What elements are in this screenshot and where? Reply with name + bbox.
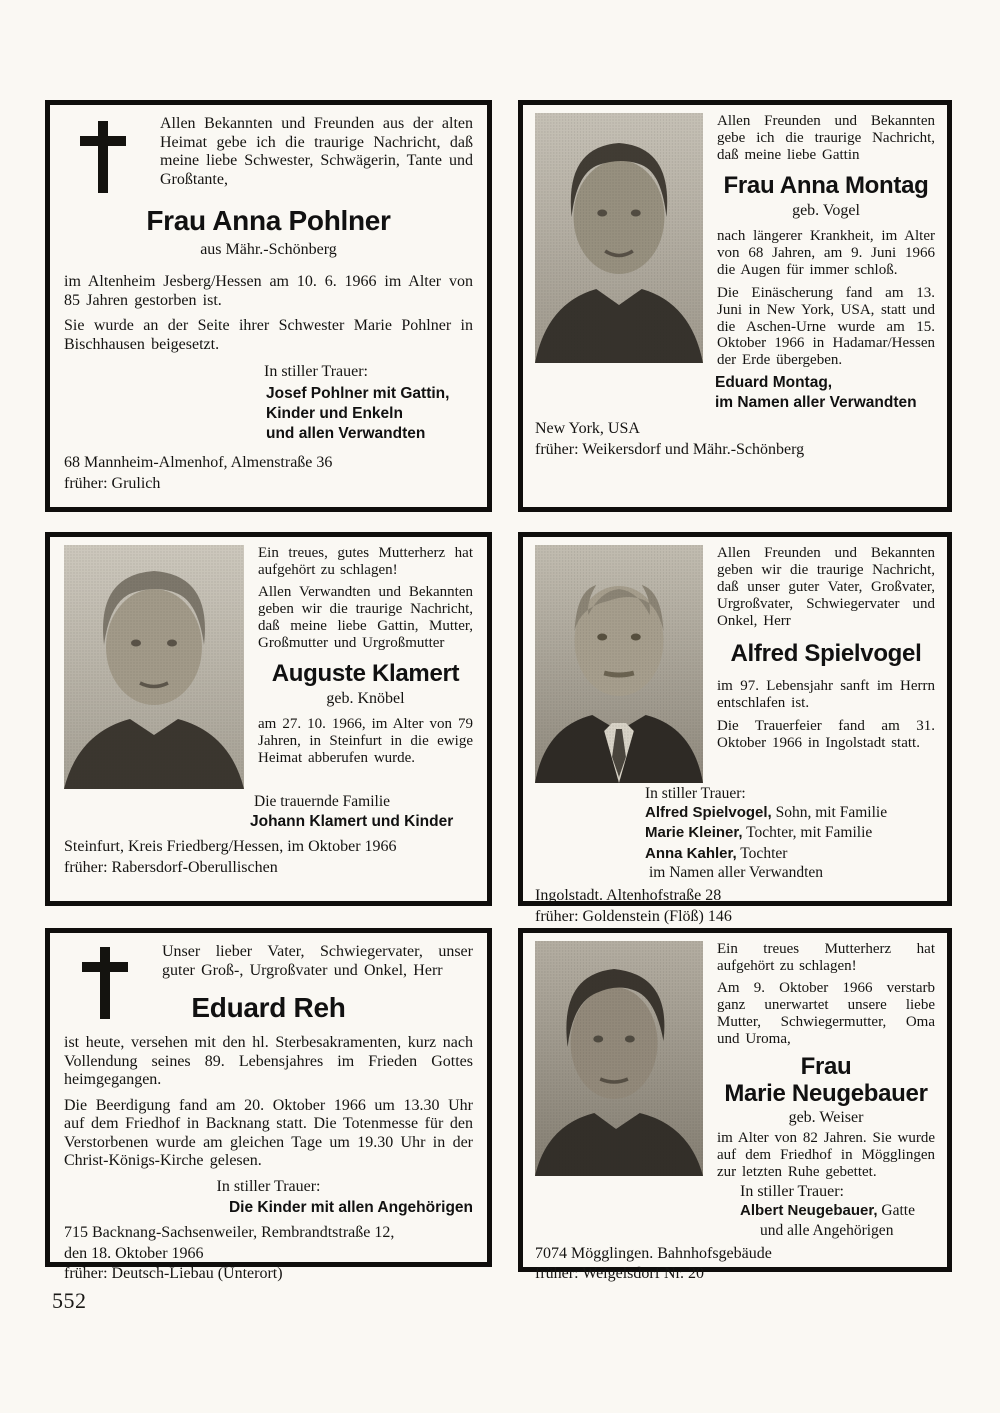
- obituary-alfred-spielvogel: [518, 532, 952, 926]
- cross-icon: [80, 121, 126, 193]
- signature-line: und allen Verwandten: [266, 425, 426, 443]
- signature-line: Die Kinder mit allen Angehörigen: [228, 1198, 473, 1216]
- signature-block: [715, 373, 935, 413]
- obituary-auguste-klamert: [45, 532, 492, 906]
- address-line: früher: Deutsch-Liebau (Unterort): [64, 1265, 283, 1283]
- signature-block: [64, 1198, 473, 1218]
- lead-text: Ein treues, gutes Mutterherz hat aufgehört zu schlagen!: [258, 545, 473, 578]
- mourning-label: In stiller Trauer:: [740, 1183, 844, 1201]
- address-line: früher: Rabersdorf-Oberullischen: [64, 858, 278, 876]
- origin-line: aus Mähr.-Schönberg: [200, 241, 337, 259]
- portrait-photo: [535, 545, 703, 783]
- death-notice-text: im 97. Lebensjahr sanft im Herrn entschlafen ist.: [717, 677, 935, 711]
- intro-text: Allen Freunden und Bekannten geben wir die traurige Nachricht, daß unser guter Vater, Großvater, Urgroßvater, Schwiegervater und Onkel, Herr: [717, 545, 935, 629]
- page-number: 552: [52, 1288, 87, 1313]
- death-notice-text: im Altenheim Jesberg/Hessen am 10. 6. 1966 im Alter von 85 Jahren gestorben ist.: [64, 273, 473, 309]
- burial-text: Sie wurde an der Seite ihrer Schwester Marie Pohlner in Bischhausen beigesetzt.: [64, 317, 473, 353]
- portrait-photo: [535, 113, 703, 363]
- signature-block: [740, 1183, 935, 1239]
- mourning-label: Die trauernde Familie: [254, 793, 391, 810]
- intro-text: Unser lieber Vater, Schwiegervater, unser guter Groß-, Urgroßvater und Onkel, Herr: [162, 943, 473, 979]
- funeral-text: Die Beerdigung fand am 20. Oktober 1966 um 13.30 Uhr auf dem Friedhof in Backnang statt. Die Totenmesse für den Verstorbenen wurde am gleichen Tage um 19.30 Uhr in der Christ-Königs-Kirche gelesen.: [64, 1096, 473, 1170]
- obituary-anna-pohlner: [45, 100, 492, 512]
- lead-text: Ein treues Mutterherz hat aufgehört zu schlagen!: [717, 941, 935, 974]
- name-line: Frau: [800, 1052, 852, 1080]
- address-line: den 18. Oktober 1966: [64, 1244, 204, 1262]
- address-line: 7074 Mögglingen. Bahnhofsgebäude: [535, 1244, 772, 1262]
- obituary-eduard-reh: [45, 928, 492, 1283]
- deceased-name: Auguste Klamert: [271, 659, 460, 687]
- address-line: 715 Backnang-Sachsenweiler, Rembrandtstraße 12,: [64, 1223, 395, 1241]
- death-notice-text: im Alter von 82 Jahren. Sie wurde auf dem Friedhof in Mögglingen zur letzten Ruhe gebettet.: [717, 1130, 935, 1181]
- obituary-anna-montag: [518, 100, 952, 512]
- signature-line: Eduard Montag,: [715, 374, 833, 392]
- intro-text: Allen Verwandten und Bekannten geben wir die traurige Nachricht, daß meine liebe Gattin, Mutter, Großmutter und Urgroßmutter: [258, 583, 473, 651]
- maiden-name: geb. Knöbel: [326, 689, 405, 707]
- intro-text: Allen Bekannten und Freunden aus der alten Heimat gebe ich die traurige Nachricht, daß meine liebe Schwester, Schwägerin, Tante und Großtante,: [160, 115, 473, 188]
- address-line: früher: Goldenstein (Flöß) 146: [535, 908, 732, 926]
- signature-line: Josef Pohlner mit Gattin,: [266, 385, 450, 403]
- signature-block: [250, 812, 473, 832]
- portrait-photo: [64, 545, 244, 789]
- mourning-label: In stiller Trauer:: [216, 1177, 321, 1195]
- death-notice-text: ist heute, versehen mit den hl. Sterbesakramenten, kurz nach Vollendung seines 89. Lebensjahres im Frieden Gottes heimgegangen.: [64, 1034, 473, 1089]
- intro-text: Allen Freunden und Bekannten gebe ich die traurige Nachricht, daß meine liebe Gattin: [717, 113, 935, 163]
- deceased-name: Frau Anna Montag: [723, 171, 929, 199]
- death-notice-text: am 27. 10. 1966, im Alter von 79 Jahren, in Steinfurt in die ewige Heimat abberufen wurde.: [258, 715, 473, 766]
- deceased-name: Eduard Reh: [191, 992, 346, 1024]
- signature-line: Alfred Spielvogel, Sohn, mit Familie: [645, 804, 888, 821]
- closing-line: im Namen aller Verwandten: [649, 864, 824, 882]
- signature-line: Johann Klamert und Kinder: [250, 813, 454, 830]
- portrait-photo: [535, 941, 703, 1176]
- obituary-marie-neugebauer: [518, 928, 952, 1283]
- deceased-name: Alfred Spielvogel: [730, 639, 922, 667]
- address-line: New York, USA: [535, 419, 640, 437]
- cross-icon: [82, 947, 128, 1019]
- cremation-text: Die Einäscherung fand am 13. Juni in New York, USA, statt und die Aschen-Urne wurde am 15. Oktober 1966 in Hadamar/Hessen der Erde übergeben.: [717, 284, 935, 369]
- address-line: früher: Weikersdorf und Mähr.-Schönberg: [535, 440, 805, 458]
- intro-text: Am 9. Oktober 1966 verstarb ganz unerwartet unsere liebe Mutter, Schwiegermutter, Oma und Uroma,: [717, 979, 935, 1047]
- address-line: früher: Grulich: [64, 474, 161, 492]
- address-line: Ingolstadt. Altenhofstraße 28: [535, 887, 722, 905]
- signature-line: Kinder und Enkeln: [266, 405, 403, 423]
- closing-line: und alle Angehörigen: [760, 1221, 894, 1239]
- death-notice-text: nach längerer Krankheit, im Alter von 68 Jahren, am 9. Juni 1966 die Augen für immer schloß.: [717, 227, 935, 278]
- funeral-text: Die Trauerfeier fand am 31. Oktober 1966 in Ingolstadt statt.: [717, 717, 935, 751]
- signature-block: [645, 785, 935, 882]
- name-line: Marie Neugebauer: [724, 1079, 928, 1107]
- mourning-label: In stiller Trauer:: [264, 363, 368, 381]
- maiden-name: geb. Vogel: [792, 201, 860, 219]
- signature-line: im Namen aller Verwandten: [715, 394, 917, 412]
- address-line: 68 Mannheim-Almenhof, Almenstraße 36: [64, 453, 333, 471]
- address-line: früher: Weigelsdorf Nr. 20: [535, 1265, 705, 1283]
- deceased-name: Frau Anna Pohlner: [146, 205, 391, 237]
- maiden-name: geb. Weiser: [788, 1109, 864, 1127]
- mourning-label: In stiller Trauer:: [645, 785, 746, 802]
- deceased-name: [717, 1054, 935, 1108]
- signature-line: Anna Kahler, Tochter: [645, 844, 788, 862]
- signature-block: [266, 384, 473, 443]
- signature-line: Albert Neugebauer, Gatte: [740, 1202, 915, 1220]
- signature-line: Marie Kleiner, Tochter, mit Familie: [645, 824, 873, 842]
- address-line: Steinfurt, Kreis Friedberg/Hessen, im Oktober 1966: [64, 837, 397, 855]
